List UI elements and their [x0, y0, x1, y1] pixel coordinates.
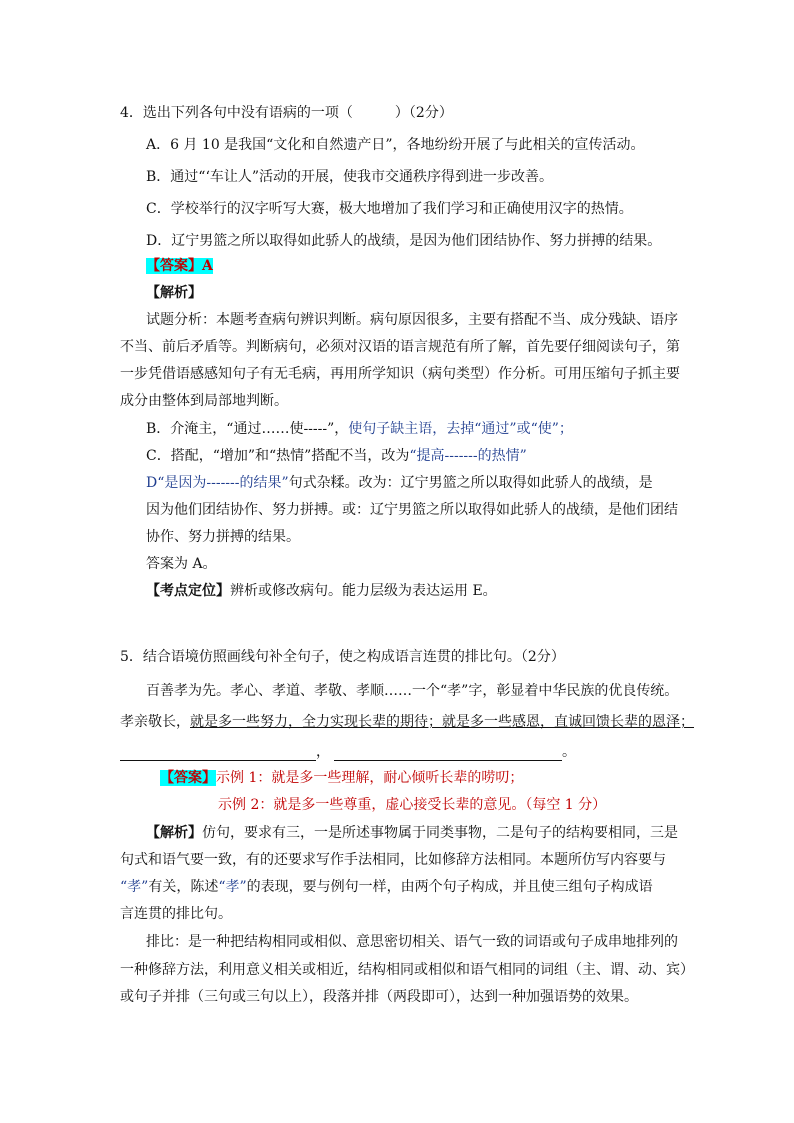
q5-analysis-text-1: 仿句，要求有三，一是所述事物属于同类事物，二是句子的结构要相同，三是	[202, 825, 678, 841]
blank-1[interactable]	[120, 746, 316, 761]
answer-label: 【答案】A	[146, 258, 213, 274]
question-4-stem: 4．选出下列各句中没有语病的一项（ ）（2分）	[120, 105, 453, 121]
question-5-stem: 5．结合语境仿照画线句补全句子，使之构成语言连贯的排比句。（2分）	[120, 649, 565, 665]
blank-end: 。	[562, 744, 576, 760]
q5-blank-line	[120, 743, 576, 761]
option-b: B．通过“‘车让人”活动的开展，使我市交通秩序得到进一步改善。	[146, 169, 554, 185]
analysis-line-3: 一步凭借语感感知句子有无毛病，再用所学知识（病句类型）作分析。可用压缩句子抓主要	[120, 366, 680, 382]
q5-context-line-1: 百善孝为先。孝心、孝道、孝敬、孝顺……一个“孝”字，彰显着中华民族的优良传统。	[146, 683, 679, 699]
note-b-text: B．介淹主，“通过……使-----”，	[146, 421, 349, 437]
q5-analysis-line-1	[146, 824, 678, 842]
option-a: A．6 月 10 是我国“文化和自然遗产日”，各地纷纷开展了与此相关的宣传活动。	[146, 137, 645, 153]
q5-context-plain: 孝亲敬长，	[120, 714, 190, 730]
paibi-line-1: 排比：是一种把结构相同或相似、意思密切相关、语气一致的词语或句子成串地排列的	[146, 934, 678, 950]
option-d: D．辽宁男篮之所以取得如此骄人的战绩，是因为他们团结协作、努力拼搏的结果。	[146, 233, 662, 249]
q5-answer-label: 【答案】	[160, 770, 216, 786]
blank-separator: ，	[316, 744, 330, 760]
q5-analysis-line-3	[120, 878, 653, 896]
q5-xiao-1: “孝”	[120, 879, 149, 895]
note-c	[146, 447, 527, 465]
note-c-text: C．搭配，“增加”和“热情”搭配不当，改为	[146, 448, 410, 464]
q5-analysis-label: 【解析】	[146, 825, 202, 841]
q5-analysis-line-4: 言连贯的排比句。	[120, 906, 232, 922]
kaodian	[146, 582, 497, 600]
note-d	[146, 474, 653, 492]
paibi-line-2: 一种修辞方法，利用意义相关或相近，结构相同或相似和语气相同的词组（主、谓、动、宾）	[120, 962, 694, 978]
analysis-label: 【解析】	[146, 285, 202, 301]
q5-analysis-text-3d: 的表现，要与例句一样，由两个句子构成，并且使三组句子构成语	[246, 879, 653, 895]
answer-is: 答案为 A。	[146, 556, 217, 572]
q5-underlined-sentence: 就是多一些努力，全力实现长辈的期待；就是多一些感恩，直诚回馈长辈的恩泽；	[190, 714, 694, 730]
answer-line	[146, 257, 213, 275]
blank-2[interactable]	[334, 746, 562, 761]
kaodian-label: 【考点定位】	[146, 583, 230, 599]
note-c-fix: “提高-------的热情”	[409, 448, 527, 464]
note-d-line-2: 因为他们团结协作、努力拼搏。或：辽宁男篮之所以取得如此骄人的战绩，是他们团结	[146, 502, 678, 518]
analysis-line-2: 不当、前后矛盾等。判断病句，必须对汉语的语言规范有所了解，首先要仔细阅读句子，第	[120, 339, 680, 355]
note-b	[146, 420, 573, 438]
q5-xiao-2: “孝”	[218, 879, 247, 895]
option-c: C．学校举行的汉字听写大赛，极大地增加了我们学习和正确使用汉字的热情。	[146, 201, 633, 217]
paibi-line-3: 或句子并排（三句或三句以上），段落并排（两段即可），达到一种加强语势的效果。	[120, 989, 638, 1005]
note-d-line-3: 协作、努力拼搏的结果。	[146, 529, 300, 545]
analysis-line-1: 试题分析：本题考查病句辨识判断。病句原因很多，主要有搭配不当、成分残缺、语序	[146, 312, 678, 328]
q5-example-2: 示例 2：就是多一些尊重，虚心接受长辈的意见。（每空 1 分）	[218, 797, 607, 813]
note-b-fix: 使句子缺主语，去掉“通过”或“使”；	[348, 421, 573, 437]
kaodian-text: 辨析或修改病句。能力层级为表达运用 E。	[230, 583, 497, 599]
q5-example-1: 示例 1：就是多一些理解，耐心倾听长辈的唠叨；	[216, 770, 524, 786]
q5-analysis-text-3b: 有关，陈述	[148, 879, 219, 895]
note-d-text: 句式杂糅。改为：辽宁男篮之所以取得如此骄人的战绩，是	[288, 475, 653, 491]
analysis-line-4: 成分由整体到局部地判断。	[120, 393, 288, 409]
q5-context-line-2	[120, 713, 694, 731]
note-d-pattern: D“是因为-------的结果”	[146, 475, 289, 491]
q5-analysis-line-2: 句式和语气要一致，有的还要求写作手法相同，比如修辞方法相同。本题所仿写内容要与	[120, 852, 666, 868]
q5-answer-line-1	[160, 769, 523, 787]
